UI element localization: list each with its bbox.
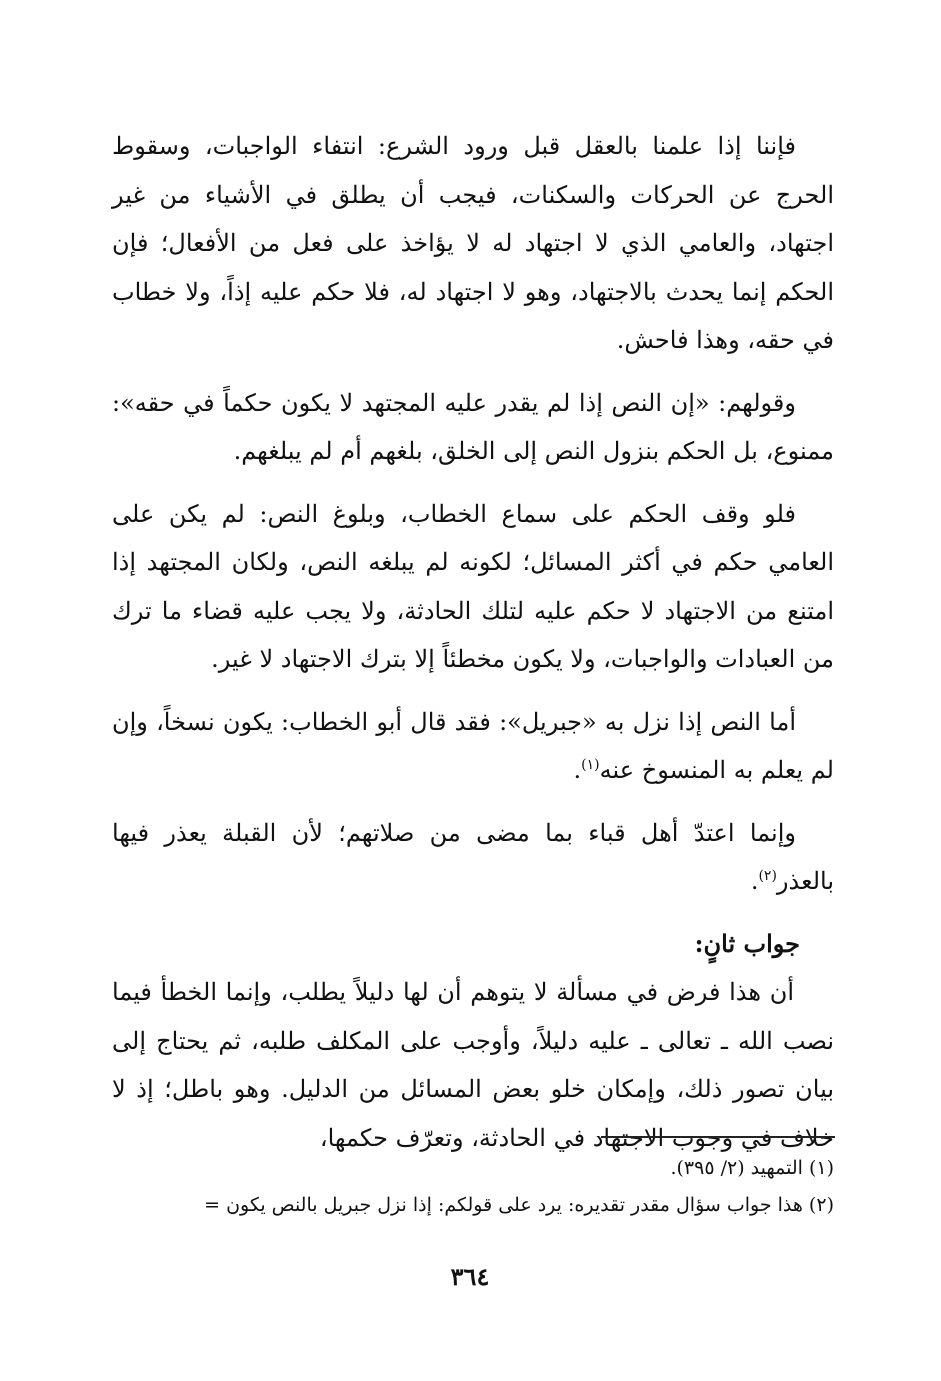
main-text xyxy=(112,122,834,1176)
footnotes xyxy=(112,1150,834,1224)
paragraph-4 xyxy=(112,698,834,795)
footnote-marker-1: (١) xyxy=(581,757,600,773)
paragraph-4-text: أما النص إذا نزل به «جبريل»: فقد قال أبو الخطاب: يكون نسخاً، وإن لم يعلم به المنسوخ عنه xyxy=(112,707,834,784)
footnote-1: (١) التمهيد (٢/ ٣٩٥). xyxy=(670,1157,834,1179)
section-heading: جواب ثانٍ: xyxy=(694,928,800,958)
paragraph-6: أن هذا فرض في مسألة لا يتوهم أن لها دليلاً يطلب، وإنما الخطأ فيما نصب الله ـ تعالى ـ عليه دليلاً، وأوجب على المكلف طلبه، ثم يحتاج إلى بيان تصور ذلك، وإمكان خلو بعض المسائل من الدليل. وهو باطل؛ إذ لا خلاف في وجوب الاجتهاد في الحادثة، وتعرّف حكمها، xyxy=(112,978,834,1152)
paragraph-5 xyxy=(112,809,834,906)
period: . xyxy=(573,756,582,784)
period: . xyxy=(750,867,759,895)
footnote-marker-2: (٢) xyxy=(758,868,777,884)
paragraph-2: وقولهم: «إن النص إذا لم يقدر عليه المجتهد لا يكون حكماً في حقه»: ممنوع، بل الحكم بنزول النص إلى الخلق، بلغهم أم لم يبلغهم. xyxy=(112,388,834,465)
page-number: ٣٦٤ xyxy=(450,1262,490,1291)
paragraph-3: فلو وقف الحكم على سماع الخطاب، وبلوغ النص: لم يكن على العامي حكم في أكثر المسائل؛ لكونه لم يبلغه النص، ولكان المجتهد إذا امتنع من الاجتهاد لا حكم عليه لتلك الحادثة، ولا يجب عليه قضاء ما ترك من العبادات والواجبات، ولا يكون مخطئاً إلا بترك الاجتهاد لا غير. xyxy=(112,499,834,673)
footnote-2: (٢) هذا جواب سؤال مقدر تقديره: يرد على قولكم: إذا نزل جبريل بالنص يكون = xyxy=(204,1194,834,1216)
footnote-divider xyxy=(601,1136,835,1138)
paragraph-5-text: وإنما اعتدّ أهل قباء بما مضى من صلاتهم؛ لأن القبلة يعذر فيها بالعذر xyxy=(112,818,834,895)
paragraph-1: فإننا إذا علمنا بالعقل قبل ورود الشرع: انتفاء الواجبات، وسقوط الحرج عن الحركات والسكنات، فيجب أن يطلق في الأشياء من غير اجتهاد، والعامي الذي لا اجتهاد له لا يؤاخذ على فعل من الأفعال؛ فإن الحكم إنما يحدث بالاجتهاد، وهو لا اجتهاد له، فلا حكم عليه إذاً، ولا خطاب في حقه، وهذا فاحش. xyxy=(112,132,834,354)
